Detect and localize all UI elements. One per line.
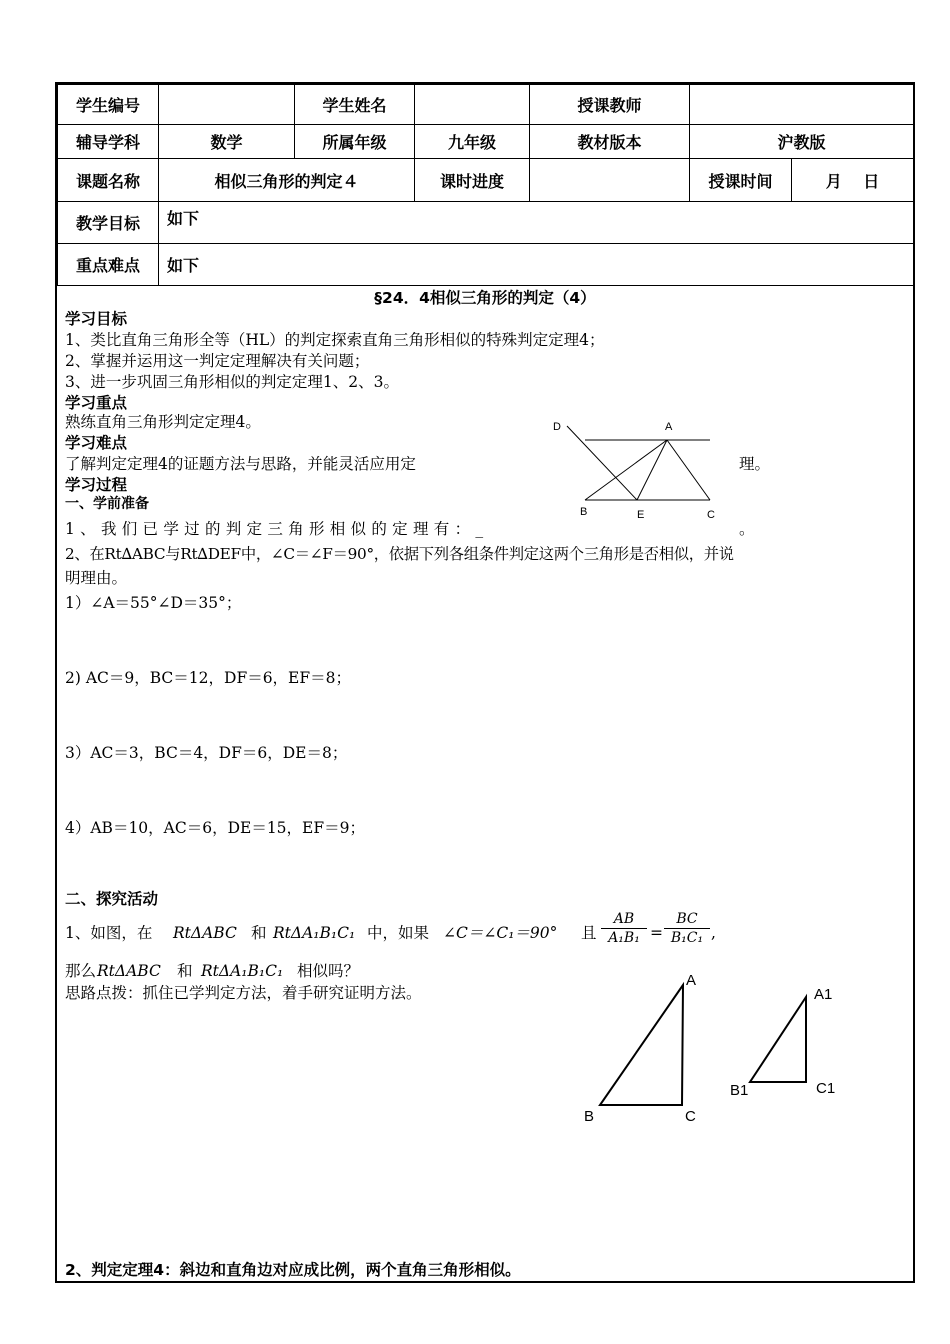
student-name-field[interactable] [415,85,530,125]
goal-label: 教学目标 [58,202,159,244]
rt-abc: RtΔABC [173,924,237,942]
edge-AC [667,440,710,500]
prep-1: 1、我们已学过的判定三角形相似的定理有：_ [65,520,489,538]
keypoint-label: 重点难点 [58,244,159,286]
label-small-C1: C1 [816,1080,836,1097]
progress-label: 课时进度 [415,159,530,202]
rt-a1b1c1-2: RtΔA₁B₁C₁ [201,962,284,980]
triangle-a1b1c1 [750,997,806,1082]
explore-1-prefix: 1、如图，在 [65,924,153,942]
teacher-field[interactable] [690,85,914,125]
hint-text: 思路点拨：抓住已学判定方法，着手研究证明方法。 [65,984,422,1002]
label-C: C [707,509,715,521]
triangle-abc [600,985,683,1105]
prep-heading: 一、学前准备 [65,496,149,512]
label-big-C: C [685,1108,696,1125]
subject-value: 数学 [159,125,295,159]
lesson-body [57,285,913,1281]
equals-sign: = [650,924,663,942]
explore-1-and: 和 [251,924,267,942]
explore-1-mid: 中，如果 [367,924,430,942]
explore-1-line2-prefix: 那么 [65,962,97,980]
keypoint-value: 如下 [159,244,914,286]
lesson-sheet [55,82,915,1283]
label-B: B [580,506,588,518]
edge-EA [637,440,667,500]
grade-value: 九年级 [415,125,530,159]
comma: , [711,924,716,942]
fraction-right-num: BC [664,910,710,929]
fraction-left [601,910,647,947]
prep-1-end: 。 [739,520,755,538]
student-no-label: 学生编号 [58,85,159,125]
rt-a1b1c1: RtΔA₁B₁C₁ [273,924,356,942]
process-heading: 学习过程 [65,476,128,494]
student-no-field[interactable] [159,85,295,125]
angle-condition: ∠C＝∠C₁＝90° [443,924,558,942]
prep-2-cont: 明理由。 [65,569,128,587]
edition-label: 教材版本 [530,125,690,159]
goal-3: 3、进一步巩固三角形相似的判定定理1、2、3。 [65,373,399,391]
goal-value: 如下 [159,202,914,244]
time-value: 月 日 [792,159,914,202]
explore-heading: 二、探究活动 [65,890,159,908]
goal-2: 2、掌握并运用这一判定定理解决有关问题； [65,352,370,370]
progress-field[interactable] [530,159,690,202]
rt-abc-2: RtΔABC [97,962,161,980]
fraction-left-num: AB [601,910,647,929]
label-E: E [637,509,645,521]
figure-parallelogram [545,412,725,522]
explore-1-line2-and: 和 [177,962,193,980]
edition-value: 沪教版 [690,125,914,159]
student-name-label: 学生姓名 [295,85,415,125]
header-table [57,84,914,286]
figure-right-triangles [572,965,872,1135]
theorem-4: 2、判定定理4：斜边和直角边对应成比例，两个直角三角形相似。 [65,1261,521,1279]
edge-BA [585,440,667,500]
condition-1: 1）∠A＝55°∠D＝35°； [65,594,242,612]
topic-label: 课题名称 [58,159,159,202]
prep-2: 2、在Rt∆ABC与Rt∆DEF中，∠C＝∠F＝90°，依据下列各组条件判定这两个三角形是否相似，并说 [65,545,734,563]
goals-heading: 学习目标 [65,310,128,328]
label-small-A1: A1 [814,986,833,1003]
label-A: A [665,421,673,433]
explore-1-qie: 且 [581,924,597,942]
edge-DE [567,426,637,500]
topic-value: 相似三角形的判定４ [159,159,415,202]
condition-4: 4）AB＝10，AC＝6，DE＝15，EF＝9； [65,819,365,837]
condition-3: 3）AC＝3，BC＝4，DF＝6，DE＝8； [65,744,348,762]
fraction-left-den: A₁B₁ [608,930,640,946]
goal-1: 1、类比直角三角形全等（HL）的判定探索直角三角形相似的特殊判定定理4； [65,331,605,349]
grade-label: 所属年级 [295,125,415,159]
label-D: D [553,421,561,433]
label-big-B: B [584,1108,595,1125]
difficulty-text-b: 理。 [739,455,771,473]
fraction-right [664,910,710,947]
condition-2: 2) AC＝9，BC＝12，DF＝6，EF＝8； [65,669,351,687]
teacher-label: 授课教师 [530,85,690,125]
section-title: §24．4相似三角形的判定（4） [374,289,596,307]
label-small-B1: B1 [730,1082,749,1099]
subject-label: 辅导学科 [58,125,159,159]
difficulty-text-a: 了解判定定理4的证题方法与思路，并能灵活应用定 [65,455,416,473]
fraction-right-den: B₁C₁ [670,930,704,946]
time-label: 授课时间 [690,159,792,202]
explore-1-line2-suffix: 相似吗？ [297,962,360,980]
label-big-A: A [686,972,697,989]
difficulty-heading: 学习难点 [65,434,128,452]
key-heading: 学习重点 [65,394,128,412]
key-text: 熟练直角三角形判定定理4。 [65,413,261,431]
